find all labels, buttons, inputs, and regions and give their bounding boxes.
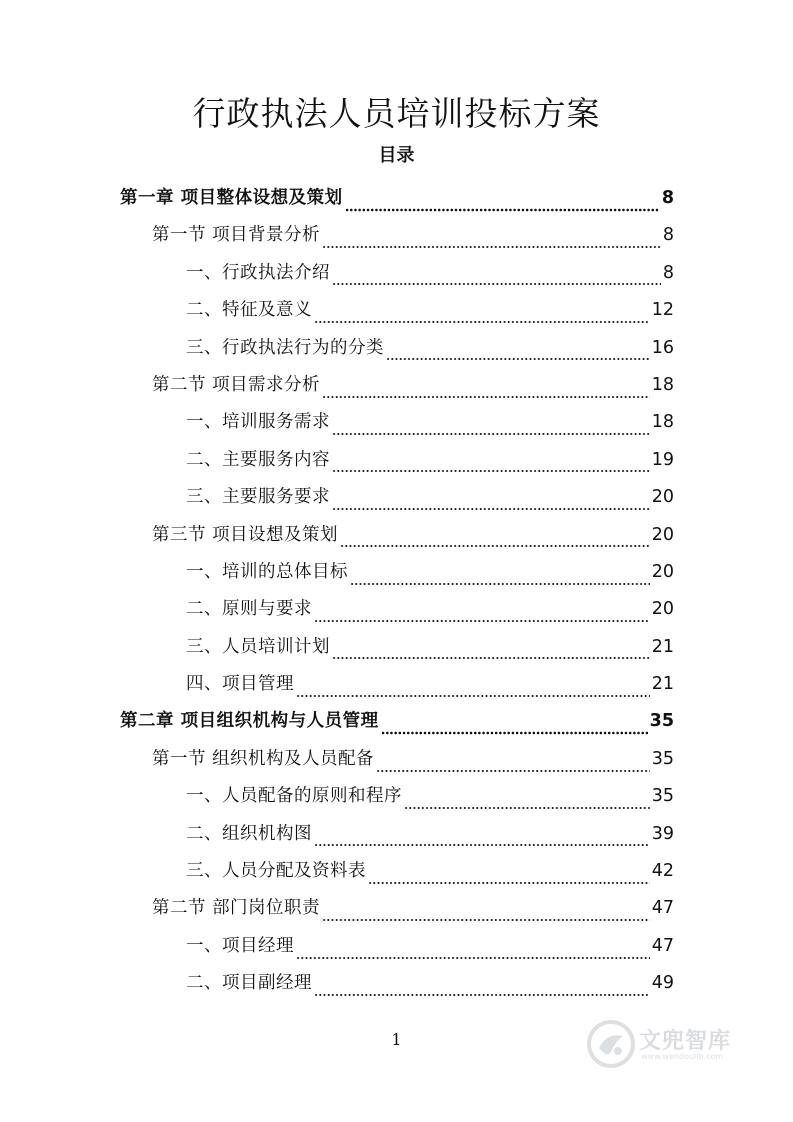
toc-entry-label: 二、主要服务内容 bbox=[186, 449, 330, 470]
toc-entry-label: 三、人员培训计划 bbox=[186, 636, 330, 657]
page-number: 1 bbox=[391, 1030, 402, 1049]
toc-subsection-entry[interactable] bbox=[0, 255, 793, 292]
toc-entry-page: 16 bbox=[651, 337, 674, 358]
toc-dot-leader bbox=[322, 910, 650, 922]
toc-entry-label: 第二节 项目需求分析 bbox=[152, 374, 321, 395]
toc-entry-label: 二、原则与要求 bbox=[186, 599, 312, 620]
toc-entry-page: 8 bbox=[662, 262, 674, 283]
toc-subsection-entry[interactable] bbox=[0, 404, 793, 441]
toc-entry-page: 47 bbox=[651, 935, 674, 956]
toc-section-entry[interactable] bbox=[0, 741, 793, 778]
toc-entry-page: 8 bbox=[661, 188, 674, 208]
toc-dot-leader bbox=[296, 686, 650, 698]
toc-entry-page: 35 bbox=[651, 748, 674, 769]
toc-entry-label: 三、行政执法行为的分类 bbox=[186, 337, 384, 358]
toc-subsection-entry[interactable] bbox=[0, 442, 793, 479]
toc-subsection-entry[interactable] bbox=[0, 292, 793, 329]
watermark-url: www.wendoulib.com bbox=[641, 1052, 724, 1061]
toc-entry-page: 8 bbox=[662, 225, 674, 246]
toc-dot-leader bbox=[386, 349, 650, 361]
toc-entry-page: 49 bbox=[651, 973, 674, 994]
toc-entry-label: 二、项目副经理 bbox=[186, 973, 312, 994]
toc-dot-leader bbox=[332, 424, 650, 436]
toc-entry-page: 39 bbox=[651, 823, 674, 844]
toc-entry-page: 20 bbox=[651, 599, 674, 620]
toc-entry-page: 20 bbox=[651, 561, 674, 582]
toc-dot-leader bbox=[314, 312, 650, 324]
toc-section-entry[interactable] bbox=[0, 217, 793, 254]
toc-dot-leader bbox=[314, 985, 650, 997]
toc-entry-page: 21 bbox=[651, 674, 674, 695]
toc-dot-leader bbox=[332, 499, 650, 511]
toc-dot-leader bbox=[340, 536, 650, 548]
toc-dot-leader bbox=[332, 274, 661, 286]
toc-entry-label: 第一节 项目背景分析 bbox=[152, 225, 321, 246]
toc-dot-leader bbox=[332, 648, 650, 660]
toc-entry-page: 18 bbox=[651, 374, 674, 395]
toc-entry-label: 四、项目管理 bbox=[186, 674, 294, 695]
watermark bbox=[585, 1018, 765, 1074]
toc-entry-page: 35 bbox=[649, 711, 674, 732]
toc-heading: 目录 bbox=[378, 145, 415, 166]
toc-dot-leader bbox=[314, 611, 650, 623]
toc-dot-leader bbox=[345, 200, 660, 212]
toc-dot-leader bbox=[350, 574, 650, 586]
toc-subsection-entry[interactable] bbox=[0, 965, 793, 1002]
toc-subsection-entry[interactable] bbox=[0, 330, 793, 367]
toc-entry-label: 第二章 项目组织机构与人员管理 bbox=[120, 711, 379, 732]
toc-entry-page: 47 bbox=[651, 898, 674, 919]
toc-entry-label: 三、人员分配及资料表 bbox=[186, 861, 366, 882]
toc-entry-label: 第二节 部门岗位职责 bbox=[152, 898, 321, 919]
toc-dot-leader bbox=[404, 798, 650, 810]
toc-entry-label: 一、人员配备的原则和程序 bbox=[186, 786, 402, 807]
toc-entry-label: 第一章 项目整体设想及策划 bbox=[120, 188, 343, 208]
toc-entry-page: 20 bbox=[651, 524, 674, 545]
toc-entry-label: 一、培训服务需求 bbox=[186, 412, 330, 433]
toc-entry-page: 19 bbox=[651, 449, 674, 470]
toc-entry-page: 18 bbox=[651, 412, 674, 433]
toc-entry-page: 42 bbox=[651, 861, 674, 882]
toc-entry-label: 第三节 项目设想及策划 bbox=[152, 524, 339, 545]
toc-dot-leader bbox=[376, 761, 650, 773]
toc-section-entry[interactable] bbox=[0, 517, 793, 554]
toc-section-entry[interactable] bbox=[0, 367, 793, 404]
toc-section-entry[interactable] bbox=[0, 890, 793, 927]
toc-entry-label: 第一节 组织机构及人员配备 bbox=[152, 748, 375, 769]
toc-subsection-entry[interactable] bbox=[0, 853, 793, 890]
toc-subsection-entry[interactable] bbox=[0, 479, 793, 516]
toc-subsection-entry[interactable] bbox=[0, 666, 793, 703]
watermark-brand: 文兜智库 bbox=[639, 1029, 732, 1054]
toc-dot-leader bbox=[296, 948, 650, 960]
toc-entry-label: 一、行政执法介绍 bbox=[186, 262, 330, 283]
toc-subsection-entry[interactable] bbox=[0, 554, 793, 591]
toc-entry-label: 一、培训的总体目标 bbox=[186, 561, 348, 582]
document-title: 行政执法人员培训投标方案 bbox=[192, 94, 601, 133]
toc-entry-page: 21 bbox=[651, 636, 674, 657]
toc-dot-leader bbox=[368, 873, 650, 885]
toc-subsection-entry[interactable] bbox=[0, 816, 793, 853]
toc-chapter-entry[interactable] bbox=[0, 180, 793, 217]
toc-entry-label: 二、组织机构图 bbox=[186, 823, 312, 844]
table-of-contents bbox=[0, 180, 793, 1003]
toc-subsection-entry[interactable] bbox=[0, 629, 793, 666]
toc-entry-label: 二、特征及意义 bbox=[186, 300, 312, 321]
wendou-logo-icon bbox=[585, 1018, 637, 1070]
toc-dot-leader bbox=[322, 237, 661, 249]
toc-subsection-entry[interactable] bbox=[0, 591, 793, 628]
toc-entry-page: 20 bbox=[651, 487, 674, 508]
toc-entry-label: 一、项目经理 bbox=[186, 935, 294, 956]
toc-dot-leader bbox=[381, 723, 648, 735]
toc-dot-leader bbox=[322, 387, 650, 399]
toc-subsection-entry[interactable] bbox=[0, 778, 793, 815]
toc-entry-page: 35 bbox=[651, 786, 674, 807]
toc-entry-label: 三、主要服务要求 bbox=[186, 487, 330, 508]
toc-entry-page: 12 bbox=[651, 300, 674, 321]
toc-dot-leader bbox=[314, 835, 650, 847]
toc-dot-leader bbox=[332, 461, 650, 473]
toc-subsection-entry[interactable] bbox=[0, 928, 793, 965]
toc-chapter-entry[interactable] bbox=[0, 703, 793, 740]
